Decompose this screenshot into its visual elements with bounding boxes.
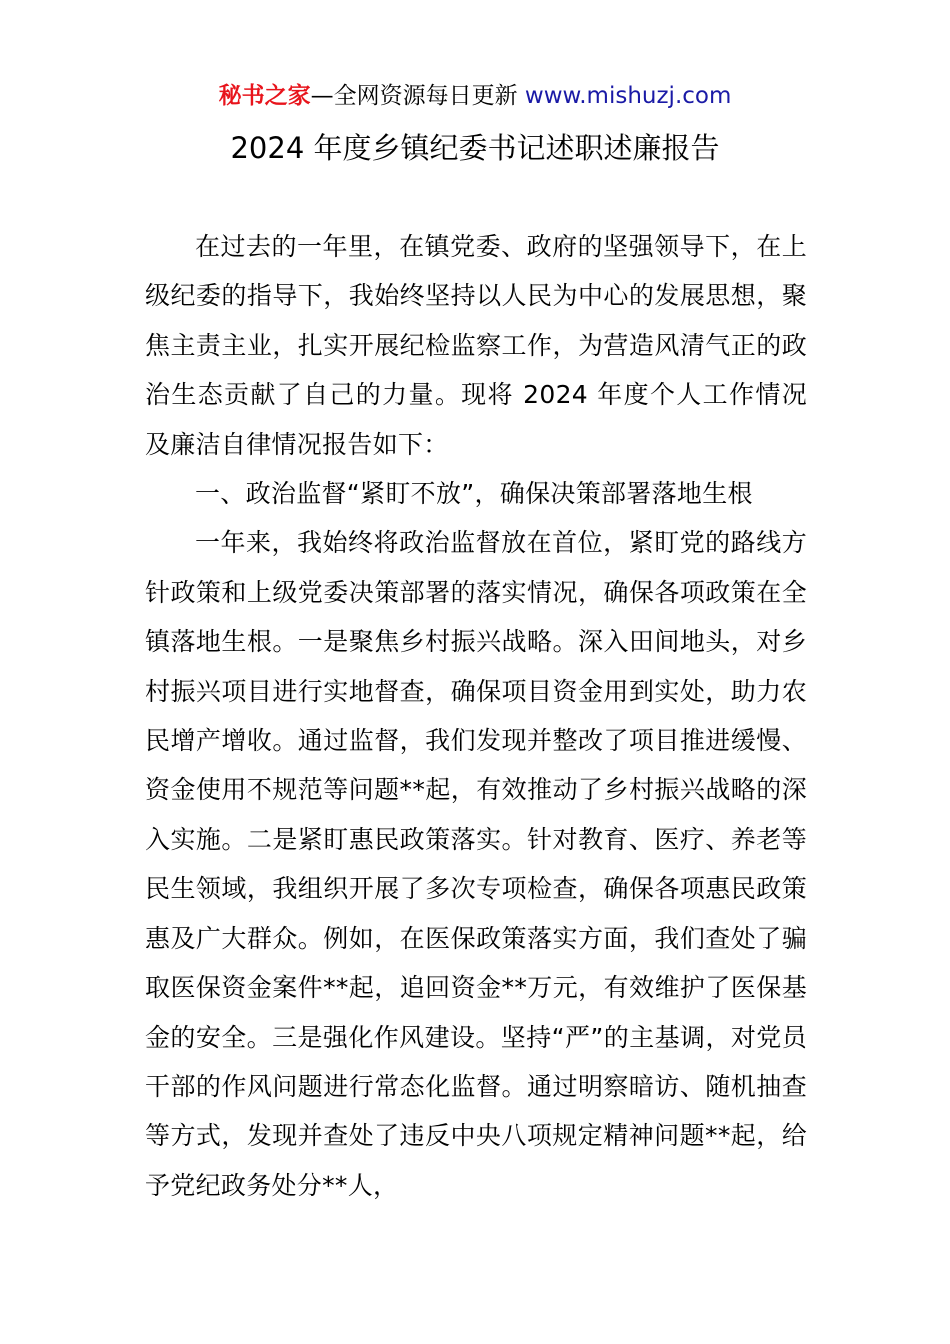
intro-paragraph: 在过去的一年里，在镇党委、政府的坚强领导下，在上级纪委的指导下，我始终坚持以人民为中心的发展思想，聚焦主责主业，扎实开展纪检监察工作，为营造风清气正的政治生态贡献了自己的力量。现将 2024 年度个人工作情况及廉洁自律情况报告如下： bbox=[145, 232, 807, 459]
body-paragraph: 一年来，我始终将政治监督放在首位，紧盯党的路线方针政策和上级党委决策部署的落实情况，确保各项政策在全镇落地生根。一是聚焦乡村振兴战略。深入田间地头，对乡村振兴项目进行实地督查，确保项目资金用到实处，助力农民增产增收。通过监督，我们发现并整改了项目推进缓慢、资金使用不规范等问题**起，有效推动了乡村振兴战略的深入实施。二是紧盯惠民政策落实。针对教育、医疗、养老等民生领域，我组织开展了多次专项检查，确保各项惠民政策惠及广大群众。例如，在医保政策落实方面，我们查处了骗取医保资金案件**起，追回资金**万元，有效维护了医保基金的安全。三是强化作风建设。坚持“严”的主基调，对党员干部的作风问题进行常态化监督。通过明察暗访、随机抽查等方式，发现并查处了违反中央八项规定精神问题**起，给予党纪政务处分**人， bbox=[145, 528, 807, 1200]
document-title: 2024 年度乡镇纪委书记述职述廉报告 bbox=[230, 131, 720, 165]
site-url-link[interactable]: www.mishuzj.com bbox=[524, 83, 732, 109]
header-tagline: —全网资源每日更新 bbox=[310, 83, 525, 109]
site-header bbox=[0, 80, 950, 112]
brand-name: 秘书之家 bbox=[218, 83, 311, 109]
section-heading: 一、政治监督“紧盯不放”，确保决策部署落地生根 bbox=[195, 479, 753, 509]
document-body bbox=[145, 222, 807, 1210]
